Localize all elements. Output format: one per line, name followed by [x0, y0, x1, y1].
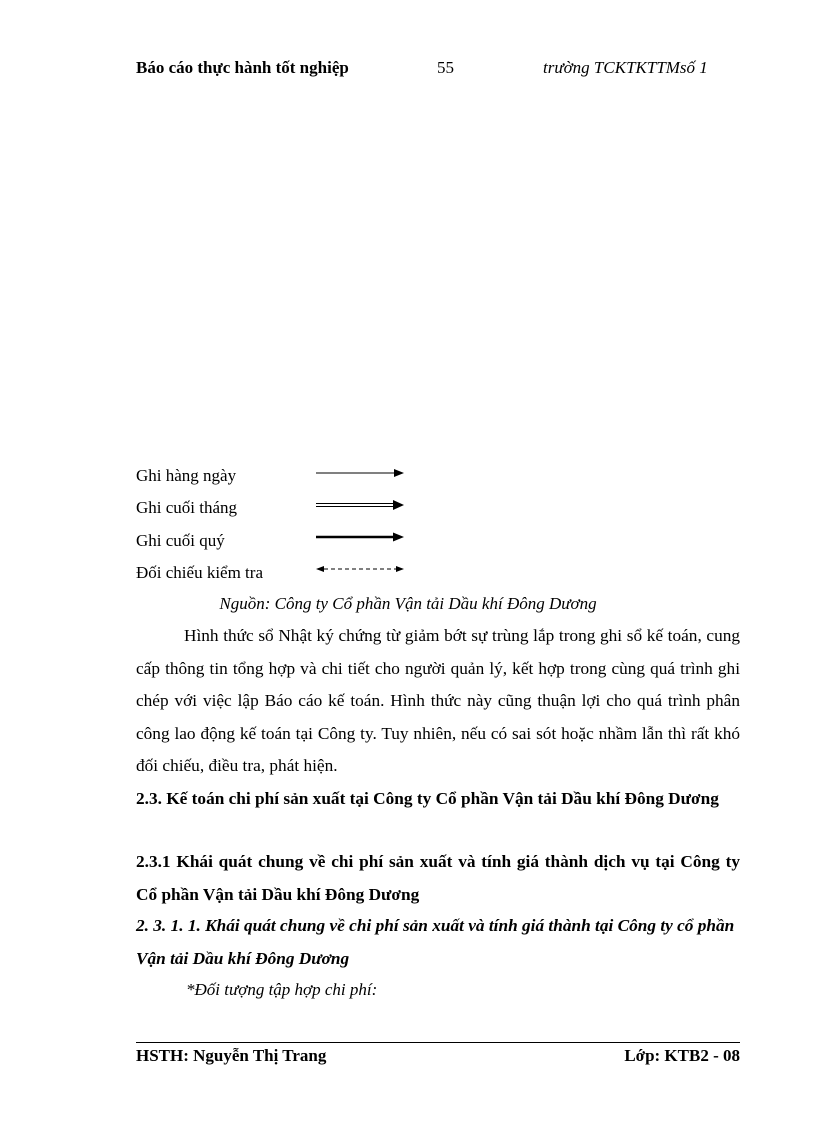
footer-student: HSTH: Nguyễn Thị Trang: [136, 1046, 327, 1065]
section-heading-2-3: 2.3. Kế toán chi phí sản xuất tại Công ty Cổ phần Vận tải Dầu khí Đông Dương: [136, 789, 719, 808]
page-number: 55: [437, 58, 454, 77]
header-title: Báo cáo thực hành tốt nghiệp: [136, 58, 349, 77]
legend-label-monthly: Ghi cuối tháng: [136, 498, 238, 517]
legend-label-reconcile: Đối chiếu kiểm tra: [136, 563, 263, 582]
double-line-arrow-icon: [316, 499, 404, 511]
body-paragraph: Hình thức sổ Nhật ký chứng từ giảm bớt sự trùng lắp trong ghi sổ kế toán, cung cấp thông tin tổng hợp và chi tiết cho người quản lý, kết hợp trong cùng quá trình ghi chép với việc lập Báo cáo kế toán. Hình thức này cũng thuận lợi cho quá trình phân công lao động kế toán tại Công ty. Tuy nhiên, nếu có sai sót hoặc nhầm lẫn thì rất khó đối chiếu, điều tra, phát hiện.: [136, 626, 740, 775]
source-caption: Nguồn: Công ty Cổ phần Vận tải Dầu khí Đông Dương: [219, 594, 597, 613]
thick-line-arrow-icon: [316, 531, 404, 543]
section-heading-2-3-1-1: 2. 3. 1. 1. Khái quát chung về chi phí sản xuất và tính giá thành tại Công ty cổ phần Vận tải Dầu khí Đông Dương: [136, 916, 735, 968]
footer-divider: [136, 1042, 740, 1043]
footer-class: Lớp: KTB2 - 08: [624, 1046, 740, 1065]
single-line-arrow-icon: [316, 467, 404, 479]
section-heading-2-3-1: 2.3.1 Khái quát chung về chi phí sản xuất và tính giá thành dịch vụ tại Công ty Cổ phần Vận tải Dầu khí Đông Dương: [136, 852, 740, 904]
dashed-double-arrow-icon: [316, 563, 404, 575]
legend-label-daily: Ghi hàng ngày: [136, 466, 237, 485]
legend-label-quarterly: Ghi cuối quý: [136, 531, 225, 550]
subsection-label: *Đối tượng tập hợp chi phí:: [186, 980, 378, 999]
header-school: trường TCKTKTTMsố 1: [543, 58, 708, 77]
